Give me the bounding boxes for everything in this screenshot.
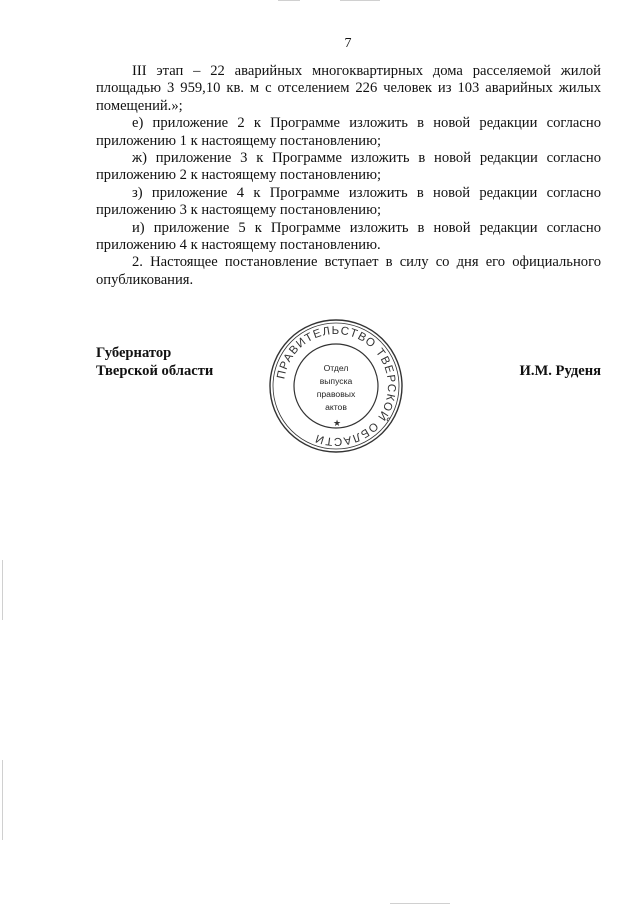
seal-ring-textpath: ПРАВИТЕЛЬСТВО ТВЕРСКОЙ ОБЛАСТИ xyxy=(275,324,398,448)
seal-center-line: выпуска xyxy=(319,376,353,386)
paragraph: ж) приложение 3 к Программе изложить в новой редакции согласно приложению 2 к настоящему постановлению; xyxy=(96,150,601,184)
signatory-name: И.М. Руденя xyxy=(519,363,601,379)
official-seal xyxy=(268,318,404,454)
seal-graphic xyxy=(268,318,404,454)
scan-artifact-left xyxy=(2,760,3,840)
seal-center-line: правовых xyxy=(316,389,356,399)
paragraph: 2. Настоящее постановление вступает в силу со дня его официального опубликования. xyxy=(96,254,601,288)
signatory-position-line: Губернатор xyxy=(96,345,172,361)
seal-outer-ring-inner xyxy=(273,323,399,449)
paragraph: III этап – 22 аварийных многоквартирных дома расселяемой жилой площадью 3 959,10 кв. м с отселением 226 человек из 103 аварийных жилых помещений.»; xyxy=(96,63,601,114)
seal-center-line: актов xyxy=(325,402,347,412)
scan-artifact-top xyxy=(340,0,380,1)
signatory-position-line: Тверской области xyxy=(96,363,214,379)
signatory-position xyxy=(96,344,256,380)
page-number: 7 xyxy=(344,36,352,51)
seal-outer-ring xyxy=(270,320,402,452)
document-body xyxy=(96,63,601,289)
seal-inner-ring xyxy=(294,344,378,428)
scan-artifact-left xyxy=(2,560,3,620)
seal-star-icon: ★ xyxy=(332,418,342,428)
scan-artifact-top xyxy=(278,0,300,1)
seal-center-line: Отдел xyxy=(323,363,349,373)
paragraph: и) приложение 5 к Программе изложить в новой редакции согласно приложению 4 к настоящему постановлению. xyxy=(96,219,601,254)
scan-artifact-bottom xyxy=(390,903,450,904)
paragraph: е) приложение 2 к Программе изложить в новой редакции согласно приложению 1 к настоящему постановлению; xyxy=(96,115,601,149)
paragraph: з) приложение 4 к Программе изложить в новой редакции согласно приложению 3 к настоящему постановлению; xyxy=(96,184,601,219)
